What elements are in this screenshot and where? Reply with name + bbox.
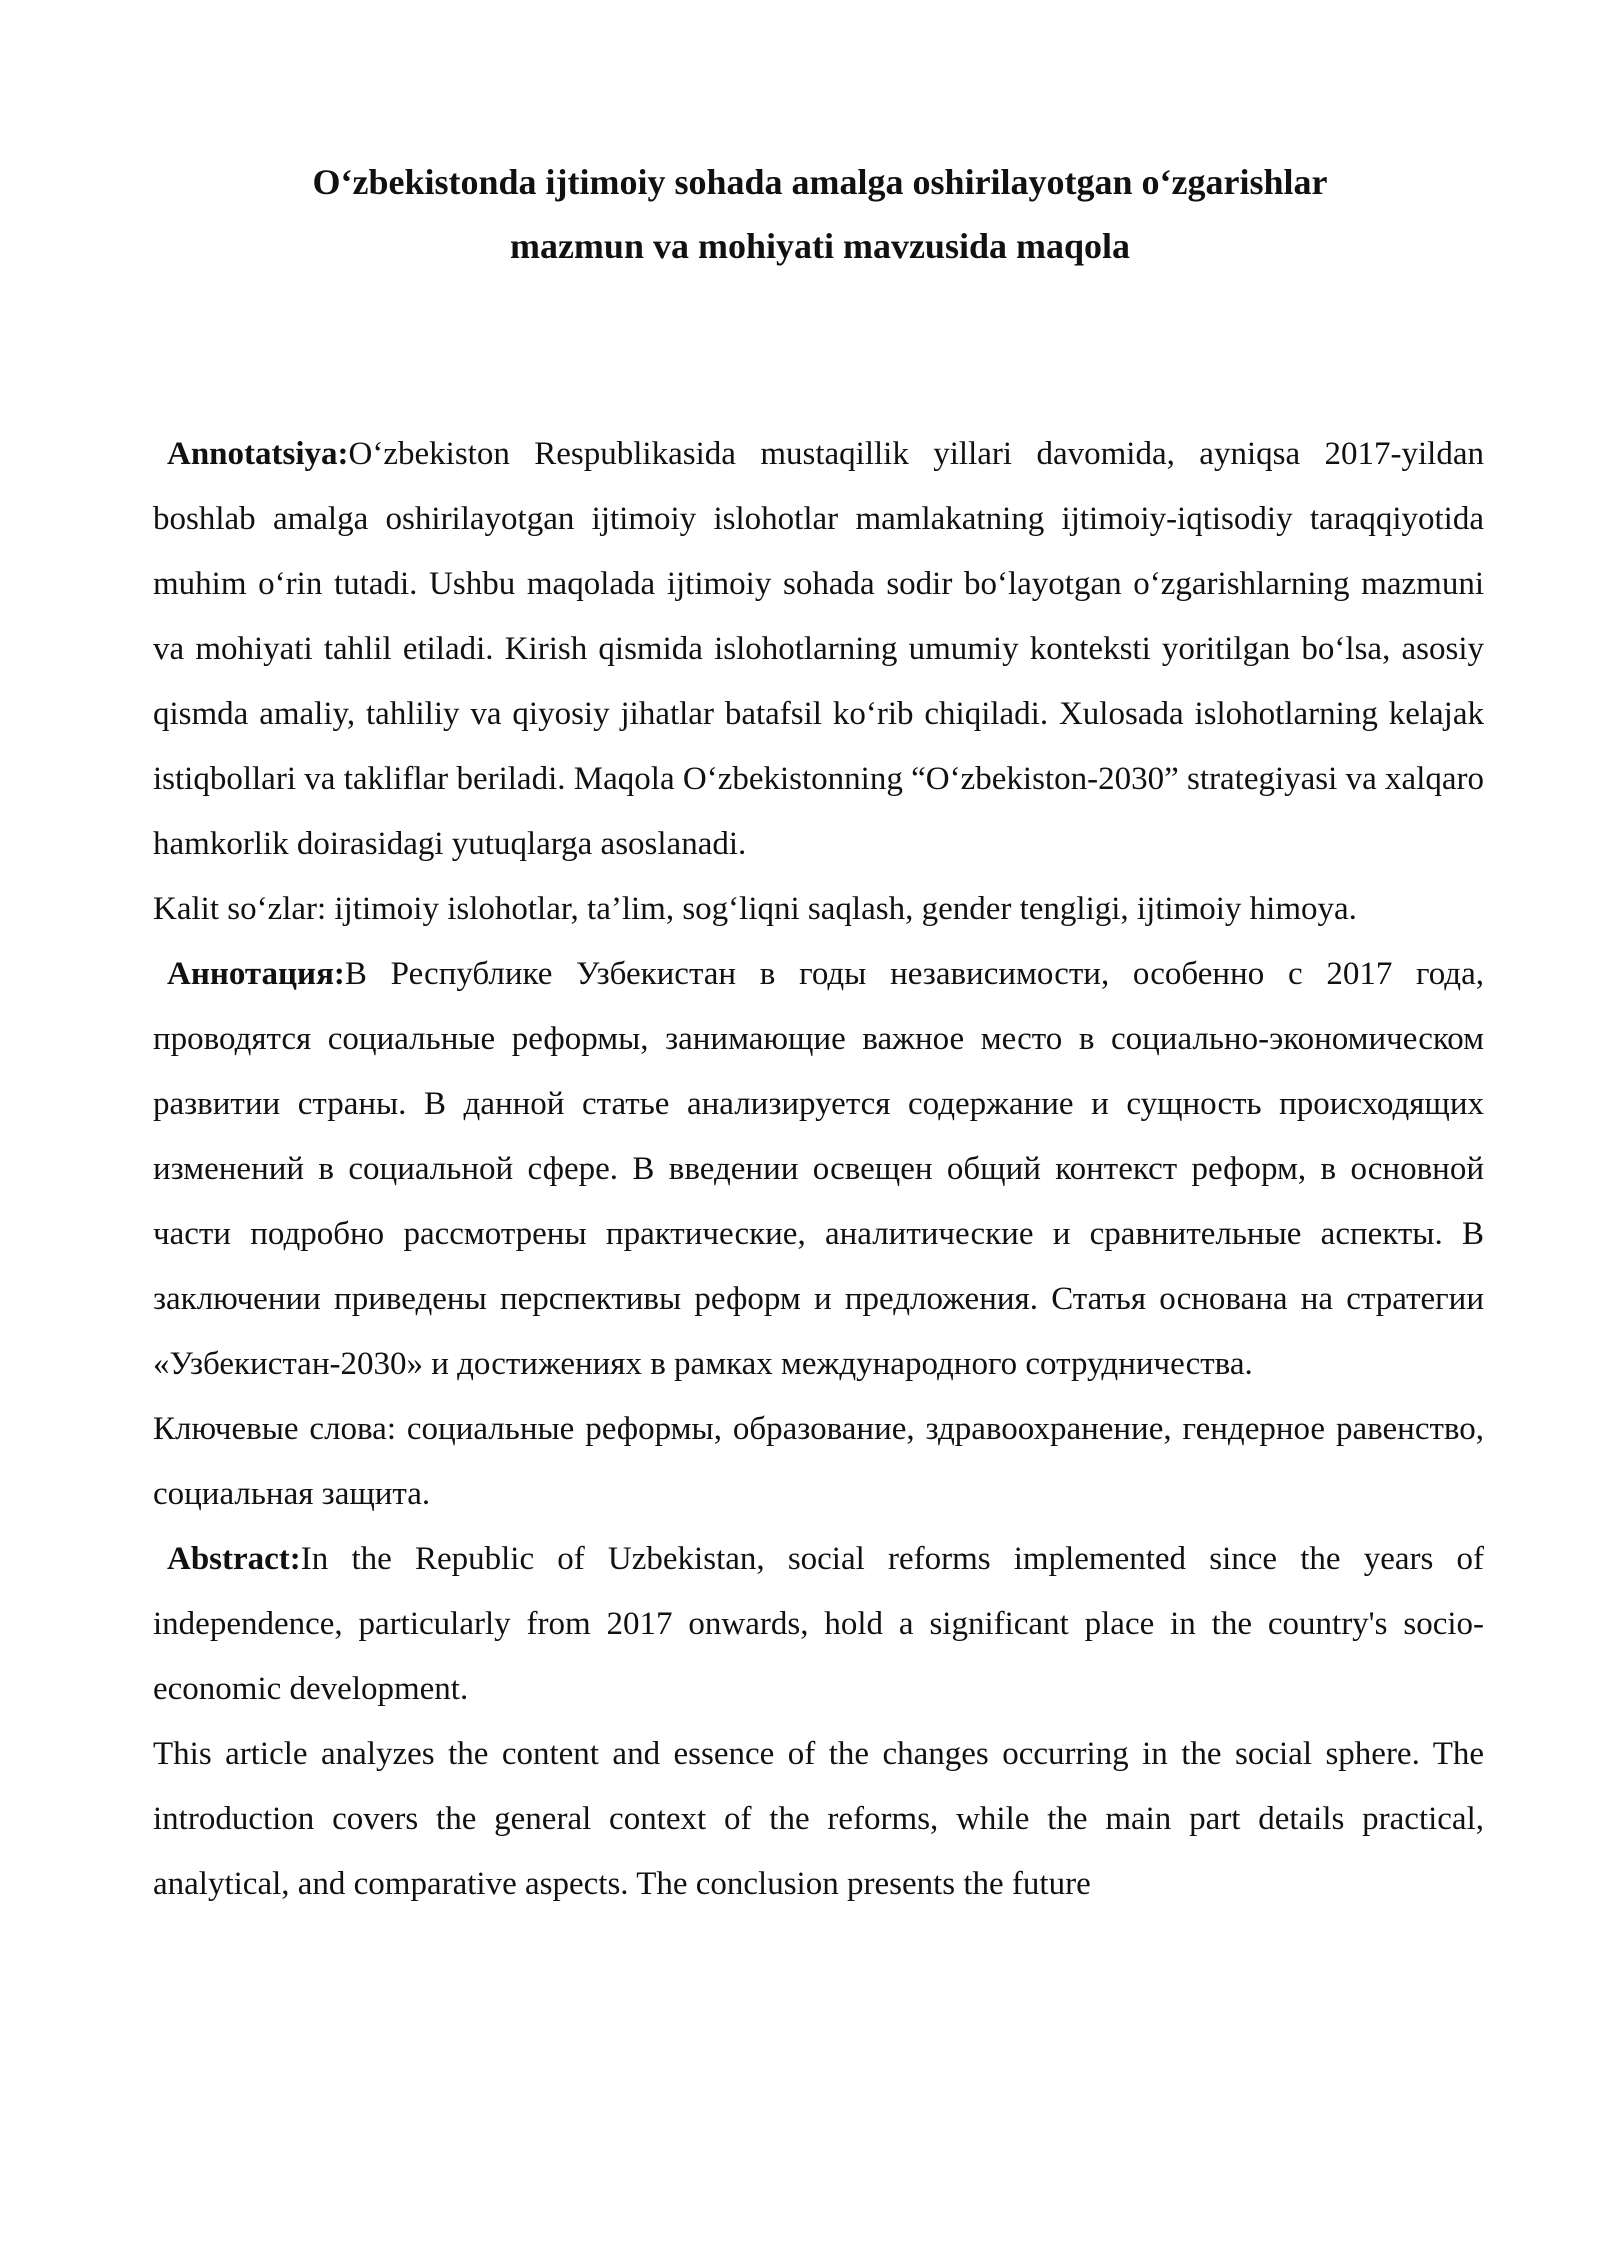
ru-annotation-text: В Республике Узбекистан в годы независимости, особенно с 2017 года, проводятся социальные реформы, занимающие важное место в социально-экономическом развитии страны. В данной статье анализируется содержание и сущность происходящих изменений в социальной сфере. В введении освещен общий контекст реформ, в основной части подробно рассмотрены практические, аналитические и сравнительные аспекты. В заключении приведены перспективы реформ и предложения. Статья основана на стратегии «Узбекистан-2030» и достижениях в рамках международного сотрудничества. [153, 956, 1484, 1382]
uz-annotation-paragraph [153, 422, 1484, 877]
en-abstract-paragraph [153, 1527, 1484, 1722]
en-abstract-label: Abstract: [167, 1541, 301, 1577]
uz-annotation-text: O‘zbekiston Respublikasida mustaqillik yillari davomida, ayniqsa 2017-yildan boshlab amalga oshirilayotgan ijtimoiy islohotlar mamlakatning ijtimoiy-iqtisodiy taraqqiyotida muhim o‘rin tutadi. Ushbu maqolada ijtimoiy sohada sodir bo‘layotgan o‘zgarishlarning mazmuni va mohiyati tahlil etiladi. Kirish qismida islohotlarning umumiy konteksti yoritilgan bo‘lsa, asosiy qismda amaliy, tahliliy va qiyosiy jihatlar batafsil ko‘rib chiqiladi. Xulosada islohotlarning kelajak istiqbollari va takliflar beriladi. Maqola O‘zbekistonning “O‘zbekiston-2030” strategiyasi va xalqaro hamkorlik doirasidagi yutuqlarga asoslanadi. [153, 436, 1484, 862]
article-title [160, 150, 1480, 278]
en-abstract-text: In the Republic of Uzbekistan, social reforms implemented since the years of independence, particularly from 2017 onwards, hold a significant place in the country's socio-economic development. [153, 1541, 1484, 1707]
ru-keywords: Ключевые слова: социальные реформы, образование, здравоохранение, гендерное равенство, социальная защита. [153, 1411, 1484, 1512]
en-abstract-continuation: This article analyzes the content and essence of the changes occurring in the social sphere. The introduction covers the general context of the reforms, while the main part details practical, analytical, and comparative aspects. The conclusion presents the future [153, 1736, 1484, 1902]
ru-annotation-label: Аннотация: [167, 956, 345, 992]
uz-keywords: Kalit so‘zlar: ijtimoiy islohotlar, ta’lim, sog‘liqni saqlash, gender tengligi, ijtimoiy himoya. [153, 891, 1357, 927]
title-line-2: mazmun va mohiyati mavzusida maqola [509, 226, 1131, 266]
title-line-1: O‘zbekistonda ijtimoiy sohada amalga oshirilayotgan o‘zgarishlar [312, 162, 1328, 202]
uz-annotation-label: Annotatsiya: [167, 436, 349, 472]
article-body [153, 422, 1484, 1917]
ru-annotation-paragraph [153, 942, 1484, 1397]
